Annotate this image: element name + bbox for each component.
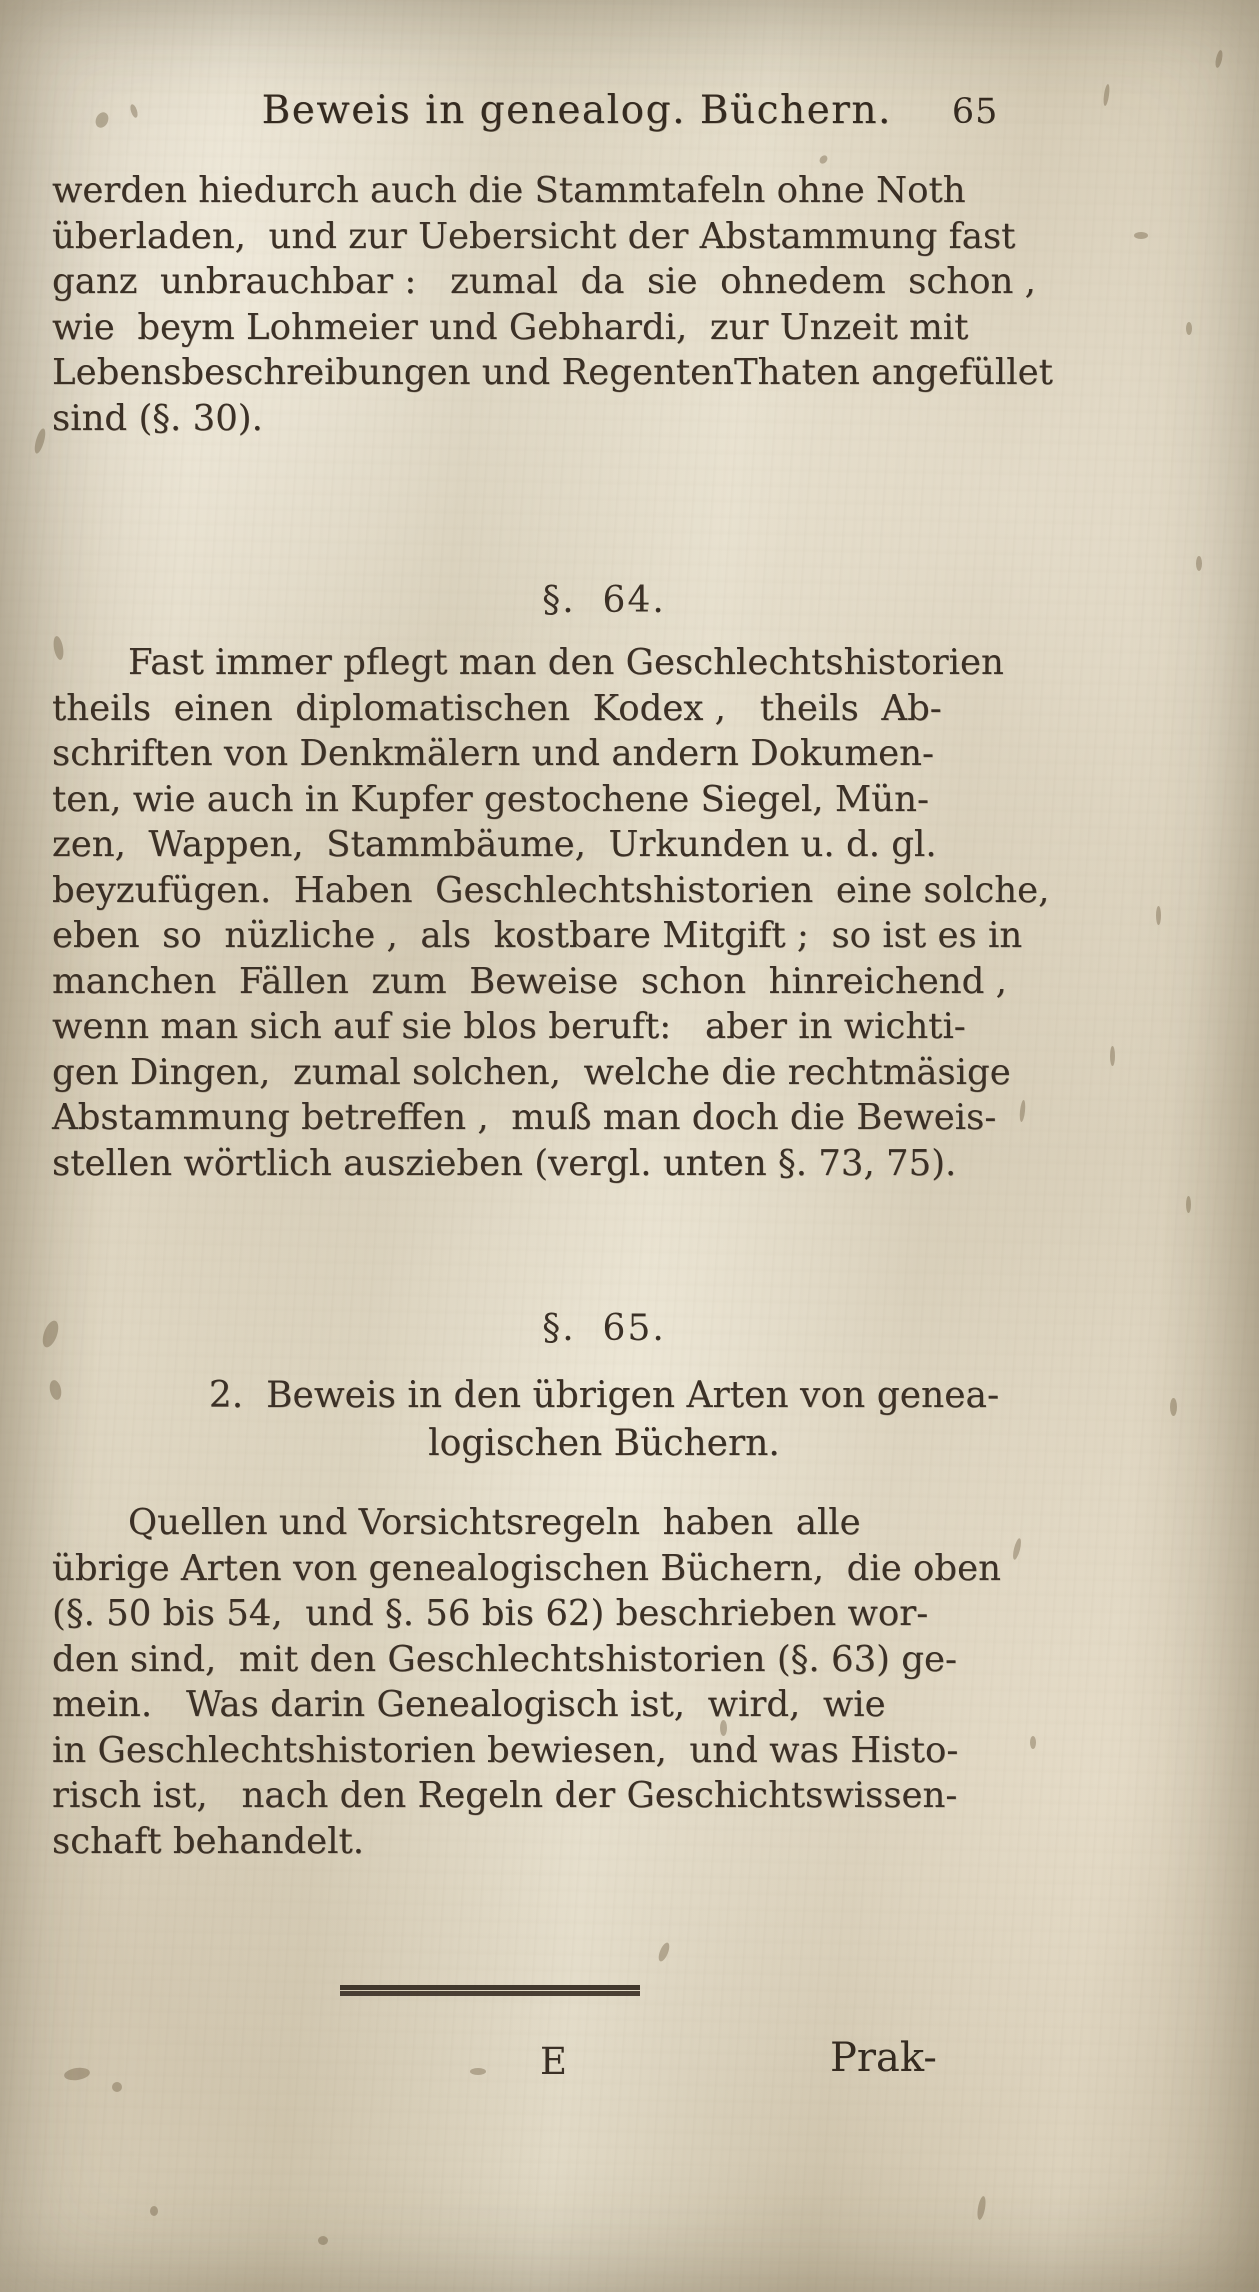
text-line: Abstammung betreffen , muß man doch die Beweis- (52, 1097, 997, 1138)
text-line: eben so nüzliche , als kostbare Mitgift ; so ist es in (52, 915, 1023, 956)
text-line: gen Dingen, zumal solchen, welche die rechtmäsige (52, 1051, 1011, 1093)
page-number: 65 (951, 92, 999, 132)
section-heading-64: §. 64. (542, 580, 666, 621)
paper-speck (1186, 322, 1192, 335)
text-line: Fast immer pflegt man den Geschlechtshistorien (128, 642, 1004, 683)
paper-speck (1156, 906, 1161, 925)
text-line: sind (§. 30). (52, 397, 263, 439)
paper-speck (1214, 50, 1224, 69)
text-line: manchen Fällen zum Beweise schon hinreichend , (52, 960, 1007, 1002)
paragraph-continued (52, 168, 1156, 441)
text-line: zen, Wappen, Stammbäume, Urkunden u. d. gl. (52, 824, 937, 865)
paper-speck (976, 2196, 987, 2221)
paper-speck (470, 2068, 486, 2075)
text-line: stellen wörtlich auszieben (vergl. unten §. 73, 75). (52, 1142, 957, 1184)
text-line: in Geschlechtshistorien bewiesen, und was Histo- (52, 1729, 959, 1771)
paper-speck (1186, 1196, 1191, 1213)
text-line: mein. Was darin Genealogisch ist, wird, wie (52, 1684, 886, 1725)
text-line: beyzufügen. Haben Geschlechtshistorien eine solche, (52, 869, 1050, 911)
horizontal-rule-ornament (340, 1985, 640, 1996)
section-65-subtitle (52, 1372, 1156, 1468)
text-line: wie beym Lohmeier und Gebhardi, zur Unzeit mit (52, 306, 969, 348)
text-line: theils einen diplomatischen Kodex , theils Ab- (52, 687, 942, 729)
text-line: Lebensbeschreibungen und RegentenThaten angefüllet (52, 352, 1053, 393)
text-line: wenn man sich auf sie blos beruft: aber in wichti- (52, 1006, 966, 1047)
running-head (52, 88, 1208, 133)
signature-mark: E (540, 2040, 568, 2083)
text-line: 2. Beweis in den übrigen Arten von genea- (208, 1375, 1000, 1416)
text-line: schaft behandelt. (52, 1820, 365, 1862)
text-line: werden hiedurch auch die Stammtafeln ohne Noth (52, 170, 966, 211)
text-line: (§. 50 bis 54, und §. 56 bis 62) beschrieben wor- (52, 1593, 929, 1634)
paragraph-section-65 (52, 1500, 1156, 1864)
paper-speck (33, 427, 48, 454)
paragraph-section-64 (52, 640, 1156, 1186)
text-line: ten, wie auch in Kupfer gestochene Siegel, Mün- (52, 778, 929, 820)
text-line: risch ist, nach den Regeln der Geschichtswissen- (52, 1775, 958, 1816)
paper-speck (150, 2206, 158, 2216)
text-line: übrige Arten von genealogischen Büchern, die oben (52, 1547, 1001, 1589)
paper-speck (63, 2066, 90, 2082)
text-line: schriften von Denkmälern und andern Dokumen- (52, 733, 934, 774)
paper-speck (318, 2236, 328, 2245)
text-line: ganz unbrauchbar : zumal da sie ohnedem schon , (52, 261, 1036, 302)
section-heading-65: §. 65. (542, 1308, 666, 1349)
paper-speck (1170, 1398, 1177, 1416)
text-line: den sind, mit den Geschlechtshistorien (§. 63) ge- (52, 1638, 958, 1680)
running-head-title: Beweis in genealog. Büchern. (261, 88, 892, 133)
text-line: Quellen und Vorsichtsregeln haben alle (128, 1502, 861, 1543)
paper-speck (1196, 556, 1202, 571)
paper-speck (657, 1941, 672, 1963)
text-line: logischen Büchern. (428, 1423, 780, 1464)
catchword: Prak- (830, 2035, 937, 2081)
paper-speck (818, 154, 829, 165)
paper-speck (112, 2082, 122, 2092)
text-line: überladen, und zur Uebersicht der Abstammung fast (52, 215, 1016, 257)
